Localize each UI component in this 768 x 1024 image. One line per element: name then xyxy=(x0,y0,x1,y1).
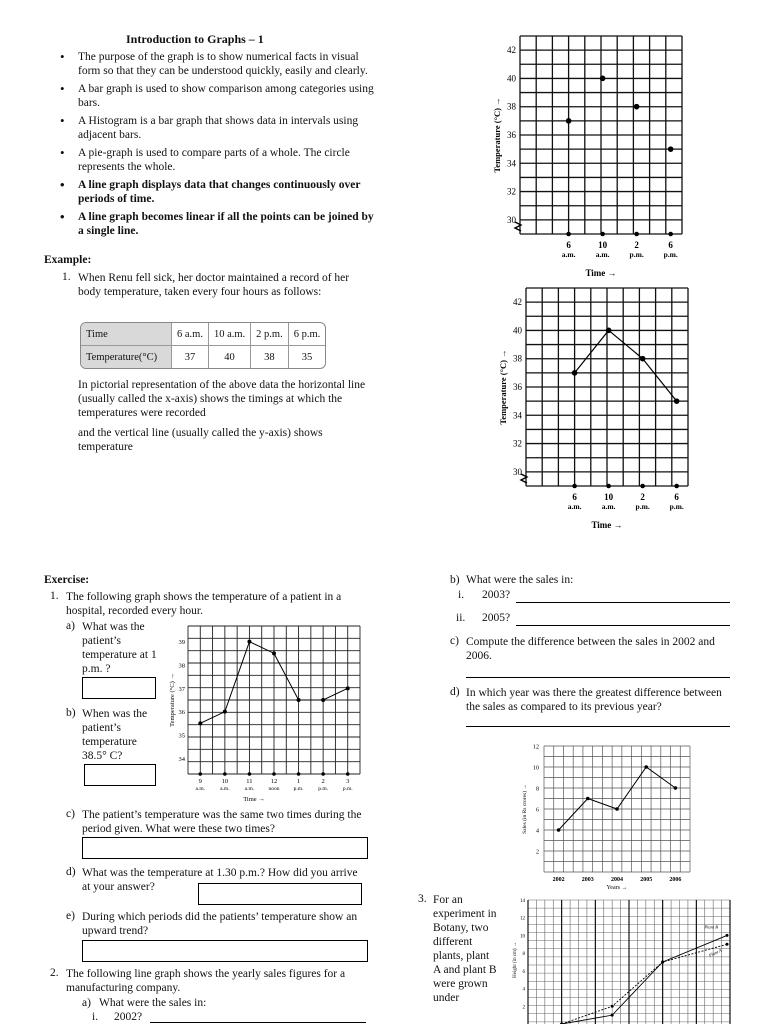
q1d-text: What was the temperature at 1.30 p.m.? How did you arrive at your answer? xyxy=(82,867,358,893)
x-tick-dot xyxy=(674,484,679,489)
x-tick-label: 2 xyxy=(634,240,639,250)
bullet-item: • A bar graph is used to show comparison among categories using bars. xyxy=(78,82,378,110)
data-point xyxy=(198,721,202,725)
q2d-text: In which year was there the greatest difference between the sales as compared to its previous year? xyxy=(466,687,722,713)
x-tick-label: 2002 xyxy=(552,877,565,883)
y-tick-label: 32 xyxy=(507,186,516,197)
temperature-line-chart xyxy=(494,282,704,532)
x-tick-label: 10 xyxy=(598,240,608,250)
data-point xyxy=(586,797,590,801)
x-tick-sublabel: a.m. xyxy=(195,786,206,792)
y-axis-label: Height (in cm) → xyxy=(513,942,518,978)
table-cell: 6 a.m. xyxy=(172,323,209,346)
data-point xyxy=(272,651,276,655)
table-cell: Time xyxy=(81,323,172,346)
q1a-answer-box[interactable] xyxy=(82,677,156,699)
series-line xyxy=(562,944,727,1024)
q1b-answer-box[interactable] xyxy=(84,764,156,786)
q2a-i-text: 2002? xyxy=(114,1011,143,1023)
q2a-i-answer-line[interactable] xyxy=(150,1022,366,1023)
data-point xyxy=(674,786,678,790)
q2c-answer-line[interactable] xyxy=(466,677,730,678)
x-tick-label: 2 xyxy=(321,778,325,785)
x-axis-label: Time → xyxy=(243,796,265,803)
data-point xyxy=(640,356,646,362)
y-tick-label: 10 xyxy=(520,934,525,940)
y-tick-label: 30 xyxy=(507,215,516,225)
q2d-label: d) xyxy=(450,686,460,698)
x-tick-sublabel: p.m. xyxy=(629,250,644,259)
y-axis-label: Sales (in Rs crores) → xyxy=(522,784,528,834)
y-tick-label: 4 xyxy=(536,828,539,835)
q3-number: 3. xyxy=(418,893,427,905)
data-point xyxy=(726,934,729,937)
y-tick-label: 4 xyxy=(522,987,525,993)
q2b-i-answer-line[interactable] xyxy=(516,602,730,603)
q2b-ii-answer-line[interactable] xyxy=(516,625,730,626)
x-tick-dot xyxy=(346,772,350,776)
q2-number: 2. xyxy=(50,967,59,979)
x-tick-sublabel: a.m. xyxy=(595,250,610,259)
data-point xyxy=(346,686,350,690)
y-tick-label: 10 xyxy=(533,765,539,772)
exercise-heading: Exercise: xyxy=(44,574,90,586)
y-tick-label: 38 xyxy=(507,101,516,112)
table-cell: 40 xyxy=(209,346,251,368)
x-tick-dot xyxy=(321,772,325,776)
q1-number: 1. xyxy=(50,590,59,602)
q1b-text: When was the patient’s temperature 38.5° C? xyxy=(82,708,148,762)
x-tick-dot xyxy=(572,484,577,489)
q2c-text: Compute the difference between the sales in 2002 and 2006. xyxy=(466,636,715,662)
temperature-table xyxy=(80,322,326,369)
pictorial-text-2: and the vertical line (usually called the y-axis) shows temperature xyxy=(78,427,323,453)
q2b-ii-label: ii. xyxy=(456,612,466,624)
y-tick-label: 38 xyxy=(178,662,185,670)
x-tick-label: 3 xyxy=(346,778,350,785)
y-axis-label: Temperature (°C) → xyxy=(498,349,508,425)
table-cell: 35 xyxy=(301,351,313,363)
x-tick-dot xyxy=(606,484,611,489)
x-tick-label: 10 xyxy=(221,778,229,785)
y-tick-label: 34 xyxy=(507,158,516,169)
data-point xyxy=(611,1005,614,1008)
y-tick-label: 12 xyxy=(533,744,539,751)
y-tick-label: 8 xyxy=(536,786,539,793)
x-tick-dot xyxy=(223,772,227,776)
x-tick-dot xyxy=(634,232,639,237)
table-cell: 10 a.m. xyxy=(209,323,251,346)
x-tick-dot xyxy=(272,772,276,776)
x-tick-label: 2005 xyxy=(640,877,653,883)
sales-line-chart xyxy=(508,740,698,890)
x-tick-sublabel: a.m. xyxy=(561,250,576,259)
x-axis-label: Time → xyxy=(591,520,623,530)
y-tick-label: 8 xyxy=(522,952,525,958)
q2b-i-label: i. xyxy=(458,589,465,601)
bullet-list xyxy=(78,50,378,242)
q1c-answer-box[interactable] xyxy=(82,837,368,859)
y-tick-label: 34 xyxy=(178,755,185,763)
data-point xyxy=(557,828,561,832)
y-tick-label: 36 xyxy=(513,382,522,392)
q1d-label: d) xyxy=(66,866,76,878)
y-tick-label: 42 xyxy=(513,297,522,307)
data-point xyxy=(644,765,648,769)
data-point xyxy=(321,698,325,702)
q2a-i-label: i. xyxy=(92,1011,99,1023)
y-tick-label: 32 xyxy=(513,438,522,449)
y-tick-label: 37 xyxy=(178,685,185,693)
x-tick-label: 1 xyxy=(296,778,301,785)
example-text: When Renu fell sick, her doctor maintained a record of her body temperature, taken every four hours as follows: xyxy=(78,272,350,298)
q3-text: For an experiment in Botany, two different plants, plant A and plant B were grown under xyxy=(433,894,497,1004)
x-tick-dot xyxy=(248,772,252,776)
q1e-label: e) xyxy=(66,910,75,922)
x-tick-label: 9 xyxy=(198,778,202,785)
q2d-answer-line[interactable] xyxy=(466,726,730,727)
x-tick-sublabel: p.m. xyxy=(635,502,650,511)
y-tick-label: 38 xyxy=(513,353,522,364)
data-point xyxy=(661,961,664,964)
x-axis-label: Years → xyxy=(606,885,628,890)
pictorial-text-1: In pictorial representation of the above data the horizontal line (usually called the x-axis) shows the timings at which the temperatures were recorded xyxy=(78,379,366,419)
x-tick-sublabel: p.m. xyxy=(663,250,678,259)
x-tick-label: 2006 xyxy=(669,877,682,883)
plant-height-chart xyxy=(506,894,732,1024)
data-point xyxy=(615,807,619,811)
q1b-label: b) xyxy=(66,707,76,719)
q1e-answer-box[interactable] xyxy=(82,940,368,962)
x-tick-label: 6 xyxy=(668,240,673,250)
y-tick-label: 40 xyxy=(507,73,516,84)
y-tick-label: 35 xyxy=(178,732,185,740)
data-point xyxy=(566,118,572,124)
q2a-label: a) xyxy=(82,997,91,1009)
example-number: 1. xyxy=(62,271,71,283)
x-tick-dot xyxy=(668,232,673,237)
data-point xyxy=(668,146,674,152)
q1c-label: c) xyxy=(66,808,75,820)
data-point xyxy=(223,710,227,714)
x-tick-sublabel: p.m. xyxy=(293,786,304,792)
x-tick-label: 2003 xyxy=(581,877,594,883)
x-tick-dot xyxy=(640,484,645,489)
y-tick-label: 2 xyxy=(536,849,539,856)
legend-label: Plant A xyxy=(708,947,723,959)
data-point xyxy=(634,104,640,110)
y-tick-label: 6 xyxy=(522,969,525,975)
y-axis-label: Temperature (°C) → xyxy=(492,97,502,173)
legend-label: Plant B xyxy=(704,924,718,930)
table-cell: 37 xyxy=(172,346,209,368)
data-point xyxy=(600,76,606,82)
patient-temperature-chart xyxy=(160,620,370,805)
x-tick-sublabel: a.m. xyxy=(601,502,616,511)
x-tick-label: 10 xyxy=(604,492,614,502)
bullet-item: • The purpose of the graph is to show numerical facts in visual form so that they can be understood quickly, easily and clearly. xyxy=(78,50,378,78)
x-tick-sublabel: p.m. xyxy=(342,786,353,792)
x-tick-label: 2004 xyxy=(611,877,623,883)
q2b-label: b) xyxy=(450,574,460,586)
y-tick-label: 30 xyxy=(513,467,522,477)
x-tick-label: 6 xyxy=(674,492,679,502)
bullet-item: • A Histogram is a bar graph that shows data in intervals using adjacent bars. xyxy=(78,114,378,142)
y-tick-label: 6 xyxy=(536,807,539,814)
y-tick-label: 2 xyxy=(522,1005,525,1011)
table-cell: 2 p.m. xyxy=(251,323,289,346)
q2-text: The following line graph shows the yearly sales figures for a manufacturing company. xyxy=(66,968,346,994)
data-point xyxy=(726,943,729,946)
x-tick-label: 11 xyxy=(246,778,253,785)
page-title: Introduction to Graphs – 1 xyxy=(126,32,264,46)
x-tick-dot xyxy=(600,232,605,237)
q2b-ii-text: 2005? xyxy=(482,612,511,624)
x-tick-sublabel: noon xyxy=(268,786,280,792)
data-point xyxy=(611,1014,614,1017)
y-tick-label: 12 xyxy=(520,916,525,922)
bullet-item: • A line graph displays data that changes continuously over periods of time. xyxy=(78,178,378,206)
series-line xyxy=(575,330,677,401)
y-tick-label: 36 xyxy=(178,709,185,717)
y-tick-label: 42 xyxy=(507,45,516,55)
q2b-i-text: 2003? xyxy=(482,589,511,601)
q1a-text: What was the patient’s temperature at 1 p.m. ? xyxy=(82,621,157,675)
bullet-item: • A line graph becomes linear if all the points can be joined by a single line. xyxy=(78,210,378,238)
data-point xyxy=(297,698,301,702)
x-tick-label: 6 xyxy=(572,492,577,502)
y-tick-label: 14 xyxy=(520,899,525,904)
x-tick-label: 6 xyxy=(566,240,571,250)
y-tick-label: 36 xyxy=(507,130,516,140)
q1a-label: a) xyxy=(66,620,75,632)
data-point xyxy=(674,398,680,404)
q1-text: The following graph shows the temperature of a patient in a hospital, recorded every hour. xyxy=(66,591,342,617)
y-tick-label: 34 xyxy=(513,410,522,421)
q2b-text: What were the sales in: xyxy=(466,574,574,586)
data-point xyxy=(572,370,578,376)
q2a-text: What were the sales in: xyxy=(99,997,207,1009)
y-tick-label: 40 xyxy=(513,325,522,336)
y-axis-label: Temperature (°C) → xyxy=(169,673,176,727)
x-tick-sublabel: a.m. xyxy=(567,502,582,511)
q1e-text: During which periods did the patients’ temperature show an upward trend? xyxy=(82,911,358,937)
q2c-label: c) xyxy=(450,635,459,647)
example-heading: Example: xyxy=(44,254,92,266)
temperature-scatter-chart xyxy=(488,30,698,280)
table-cell: 6 p.m. xyxy=(289,323,326,346)
y-tick-label: 39 xyxy=(178,639,185,647)
x-tick-dot xyxy=(297,772,301,776)
data-point xyxy=(247,640,251,644)
q1d-answer-box[interactable] xyxy=(198,883,362,905)
x-axis-label: Time → xyxy=(585,268,617,278)
x-tick-sublabel: p.m. xyxy=(318,786,329,792)
bullet-item: • A pie-graph is used to compare parts of a whole. The circle represents the whole. xyxy=(78,146,378,174)
data-point xyxy=(606,328,612,334)
x-tick-label: 12 xyxy=(270,778,278,785)
x-tick-sublabel: a.m. xyxy=(220,786,230,792)
x-tick-label: 2 xyxy=(640,492,645,502)
table-cell: Temperature(°C) xyxy=(81,346,172,368)
q1c-text: The patient’s temperature was the same two times during the period given. What were these two times? xyxy=(82,809,362,835)
x-tick-sublabel: a.m. xyxy=(244,786,255,792)
x-tick-sublabel: p.m. xyxy=(669,502,684,511)
x-tick-dot xyxy=(566,232,571,237)
table-cell: 38 xyxy=(251,346,289,368)
x-tick-dot xyxy=(198,772,202,776)
